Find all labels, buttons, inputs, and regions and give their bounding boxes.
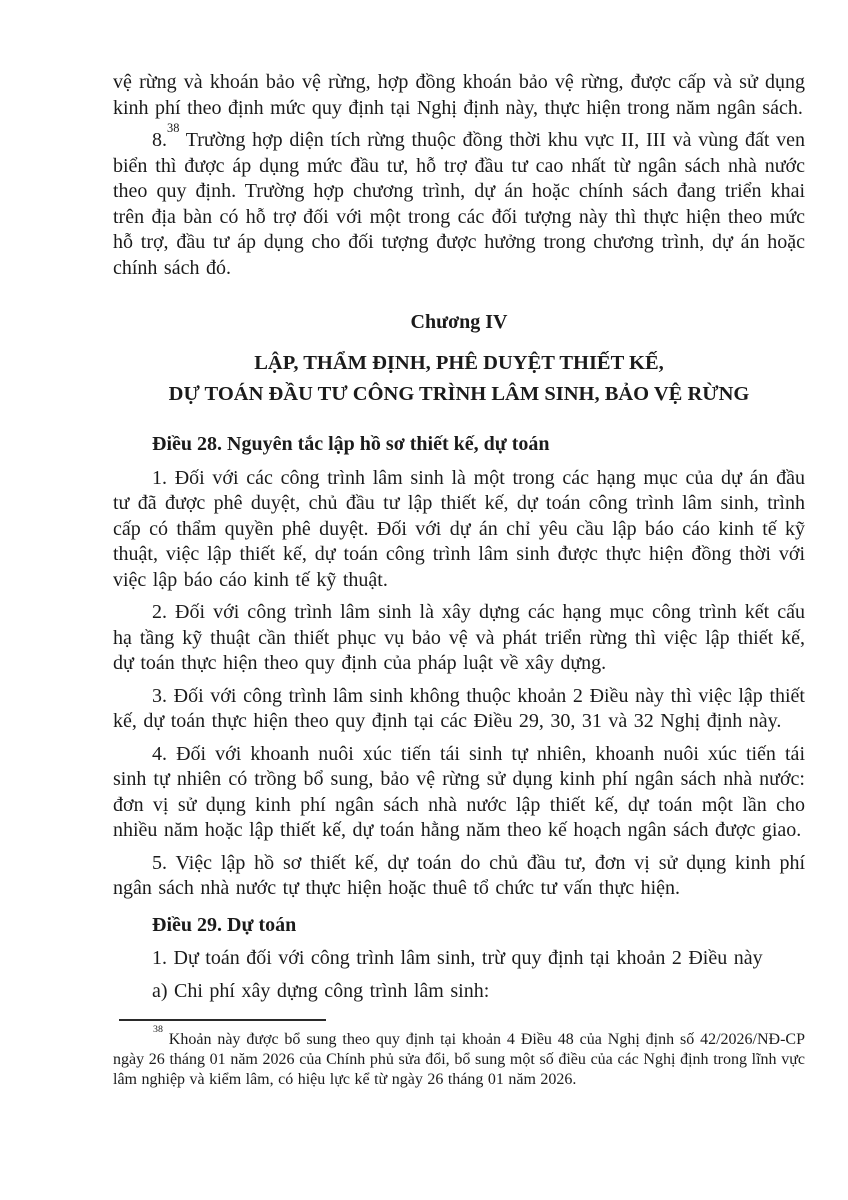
- article-29-point-a: a) Chi phí xây dựng công trình lâm sinh:: [152, 979, 490, 1002]
- article-28-heading: Điều 28. Nguyên tắc lập hồ sơ thiết kế, dự toán: [152, 433, 550, 455]
- article-28-clause-1: 1. Đối với các công trình lâm sinh là một trong các hạng mục của dự án đầu tư đã được phê duyệt, chủ đầu tư lập thiết kế, dự toán công trình lâm sinh, trình cấp có thẩm quyền phê duyệt. Đối với dự án chỉ yêu cầu lập báo cáo kinh tế kỹ thuật, việc lập thiết kế, dự toán công trình lâm sinh được thực hiện đồng thời với việc lập báo cáo kinh tế kỹ thuật.: [113, 466, 805, 591]
- clause-8-paragraph: [113, 120, 805, 281]
- footnote-38-text: Khoản này được bổ sung theo quy định tại khoản 4 Điều 48 của Nghị định số 42/2026/NĐ-CP ngày 26 tháng 01 năm 2026 của Chính phủ sửa đổi, bổ sung một số điều của các Nghị định trong lĩnh vực lâm nghiệp và kiểm lâm, có hiệu lực kể từ ngày 26 tháng 01 năm 2026.: [113, 1031, 805, 1088]
- article-29-clause-1: 1. Dự toán đối với công trình lâm sinh, trừ quy định tại khoản 2 Điều này: [152, 947, 763, 969]
- clause-8-number: 8.: [152, 129, 167, 151]
- paragraph-continuation: vệ rừng và khoán bảo vệ rừng, hợp đồng khoán bảo vệ rừng, được cấp và sử dụng kinh phí theo định mức quy định tại Nghị định này, thực hiện trong năm ngân sách.: [113, 71, 805, 119]
- clause-8-text: Trường hợp diện tích rừng thuộc đồng thời khu vực II, III và vùng đất ven biển thì được áp dụng mức đầu tư, hỗ trợ đầu tư cao nhất từ ngân sách nhà nước theo quy định. Trường hợp chương trình, dự án hoặc chính sách đang triển khai trên địa bàn có hỗ trợ đối với một trong các đối tượng này thì thực hiện theo mức hỗ trợ, đầu tư áp dụng cho đối tượng được hưởng trong chương trình, dự án hoặc chính sách đó.: [113, 129, 805, 279]
- footnote-section: [113, 1019, 805, 1090]
- chapter-title-line1: LẬP, THẨM ĐỊNH, PHÊ DUYỆT THIẾT KẾ,: [254, 352, 664, 374]
- article-29-heading: Điều 29. Dự toán: [152, 913, 297, 936]
- footnote-reference-marker: 38: [167, 120, 180, 135]
- chapter-heading-block: [113, 310, 805, 409]
- chapter-number: Chương IV: [410, 311, 508, 333]
- page-content: [113, 70, 805, 1090]
- article-28-clause-4: 4. Đối với khoanh nuôi xúc tiến tái sinh tự nhiên, khoanh nuôi xúc tiến tái sinh tự nhiên có trồng bổ sung, bảo vệ rừng sử dụng kinh phí ngân sách nhà nước: đơn vị sử dụng kinh phí ngân sách nhà nước lập thiết kế, dự toán một lần cho nhiều năm hoặc lập thiết kế, dự toán hằng năm theo kế hoạch ngân sách được giao.: [113, 742, 805, 841]
- chapter-title-line2: DỰ TOÁN ĐẦU TƯ CÔNG TRÌNH LÂM SINH, BẢO VỆ RỪNG: [168, 382, 750, 405]
- article-28-clause-5: 5. Việc lập hồ sơ thiết kế, dự toán do chủ đầu tư, đơn vị sử dụng kinh phí ngân sách nhà nước tự thực hiện hoặc thuê tổ chức tư vấn thực hiện.: [113, 851, 805, 899]
- footnote-separator-rule: [119, 1019, 326, 1021]
- article-28-clause-3: 3. Đối với công trình lâm sinh không thuộc khoản 2 Điều này thì việc lập thiết kế, dự toán thực hiện theo quy định tại các Điều 29, 30, 31 và 32 Nghị định này.: [113, 684, 805, 732]
- footnote-38-marker: 38: [153, 1024, 163, 1036]
- article-28-clause-2: 2. Đối với công trình lâm sinh là xây dựng các hạng mục công trình kết cấu hạ tầng kỹ thuật cần thiết phục vụ bảo vệ và phát triển rừng thì việc lập thiết kế, dự toán thực hiện theo quy định của pháp luật về xây dựng.: [113, 601, 805, 674]
- footnote-38: [113, 1024, 805, 1090]
